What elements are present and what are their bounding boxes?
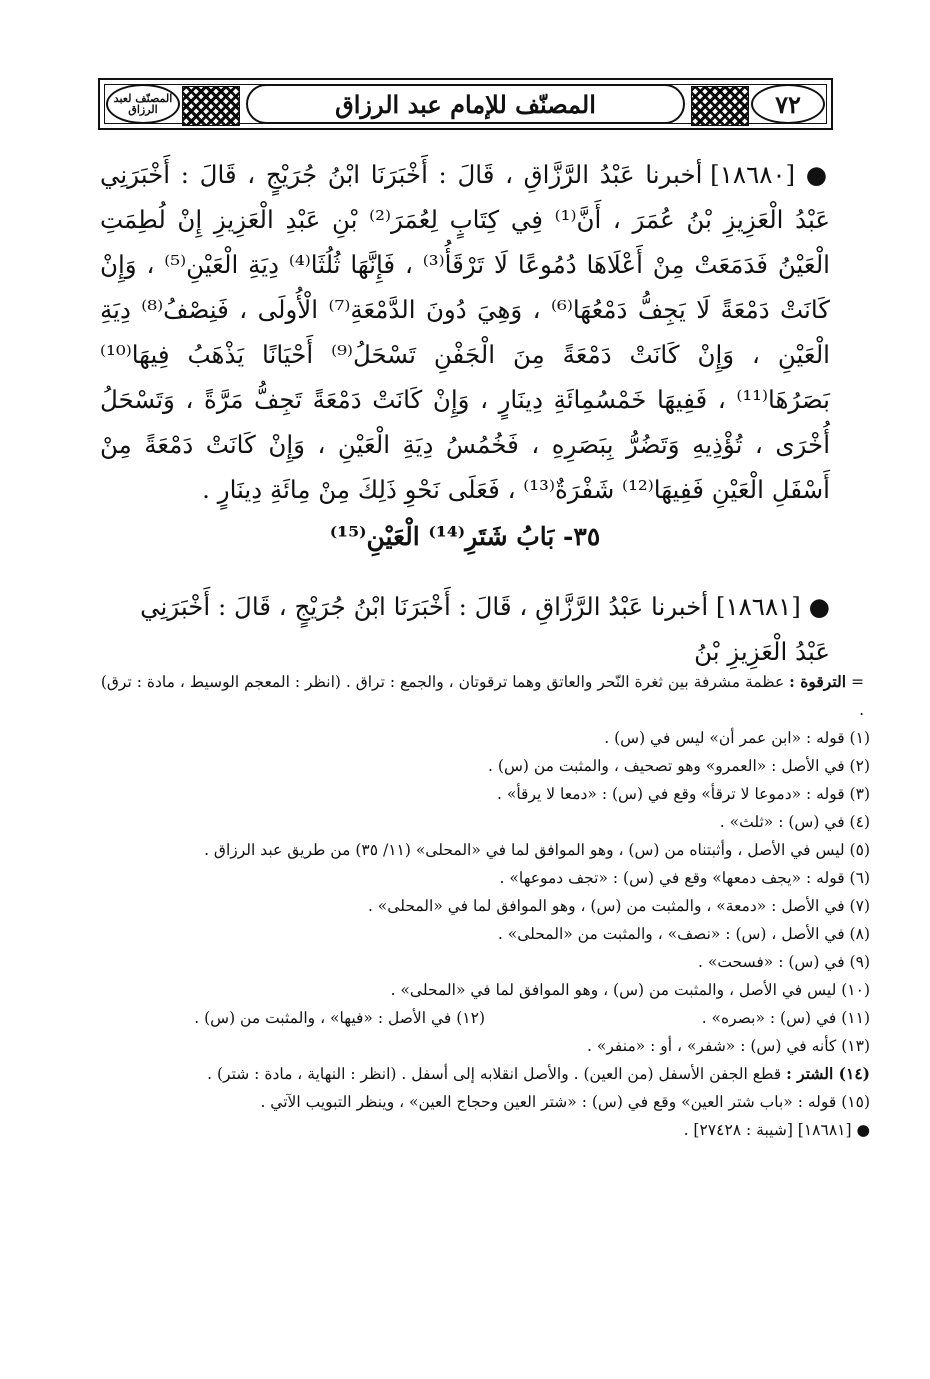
footnote-1: (١) قوله : «ابن عمر أن» ليس في (س) . [604, 729, 870, 747]
page-number: ٧٢ [751, 84, 825, 124]
footnote-14-label: (١٤) الشتر : [786, 1064, 870, 1083]
chapter-heading: ٣٥- بَابُ شَتَرِ⁽¹⁴⁾ الْعَيْنِ⁽¹⁵⁾ [329, 522, 601, 551]
footnote-continuation-label: الترقوة : [789, 672, 847, 691]
footnote-continuation-text: عظمة مشرفة بين ثغرة النّحر والعاتق وهما ترقوتان ، والجمع : تراق . (انظر : المعجم الوسيط ، مادة : ترق) . [100, 673, 864, 719]
hadith-18680 [100, 152, 830, 512]
footnote-9: (٩) في (س) : «فسحت» . [698, 953, 870, 971]
footnote-12: (١٢) في الأصل : «فيها» ، والمثبت من (س) . [194, 1009, 485, 1027]
hadith-18681-text: ● [١٨٦٨١] أخبرنا عَبْدُ الرَّزَّاقِ ، قَالَ : أَخْبَرَنَا ابْنُ جُرَيْجٍ ، قَالَ : أَخْبَرَنِي عَبْدُ الْعَزِيزِ بْنُ [140, 592, 830, 666]
page-header [98, 78, 833, 130]
cross-reference: ● [١٨٦٨١] [شيبة : ٢٧٤٢٨] . [683, 1121, 870, 1139]
hadith-18681 [100, 584, 830, 674]
ornament-left [182, 86, 240, 126]
footnote-8: (٨) في الأصل ، (س) : «نصف» ، والمثبت من «المحلى» . [497, 925, 870, 943]
book-seal-logo [106, 84, 180, 124]
footnote-14 [100, 1060, 870, 1088]
footnote-15: (١٥) قوله : «باب شتر العين» وقع في (س) : «شتر العين وحجاج العين» ، وينظر التبويب الآتي . [260, 1093, 870, 1111]
footnote-11: (١١) في (س) : «بصره» . [701, 1009, 870, 1027]
footnote-continuation: = الترقوة : عظمة مشرفة بين ثغرة النّحر والعاتق وهما ترقوتان ، والجمع : تراق . (انظر : المعجم الوسيط ، مادة : ترق) . [100, 672, 864, 719]
hadith-18680-text: ● [١٨٦٨٠] أخبرنا عَبْدُ الرَّزَّاقِ ، قَالَ : أَخْبَرَنَا ابْنُ جُرَيْجٍ ، قَالَ : أَخْبَرَنِي عَبْدُ الْعَزِيزِ بْنُ عُمَرَ ، أَنَّ⁽¹⁾ فِي كِتَابٍ لِعُمَرَ⁽²⁾ بْنِ عَبْدِ الْعَزِيزِ إِنْ لُطِمَتِ الْعَيْنُ فَدَمَعَتْ مِنْ أَعْلَاهَا دُمُوعًا لَا تَرْقَأُ⁽³⁾ ، فَإِنَّهَا ثُلُثَا⁽⁴⁾ دِيَةِ الْعَيْنِ⁽⁵⁾ ، وَإِنْ كَانَتْ دَمْعَةً لَا يَجِفُّ دَمْعُهَا⁽⁶⁾ ، وَهِيَ دُونَ الدَّمْعَةِ⁽⁷⁾ الْأُولَى ، فَنِصْفُ⁽⁸⁾ دِيَةِ الْعَيْنِ ، وَإِنْ كَانَتْ دَمْعَةً مِنَ الْجَفْنِ تَسْحَلُ⁽⁹⁾ أَحْيَانًا يَذْهَبُ فِيهَا⁽¹⁰⁾ بَصَرُهَا⁽¹¹⁾ ، فَفِيهَا خَمْسُمِائَةِ دِينَارٍ ، وَإِنْ كَانَتْ دَمْعَةً تَجِفُّ مَرَّةً ، وَتَسْحَلُ أُخْرَى ، تُؤْذِيهِ وَتَضُرُّ بِبَصَرِهِ ، فَخُمُسُ دِيَةِ الْعَيْنِ ، وَإِنْ كَانَتْ دَمْعَةً مِنْ أَسْفَلِ الْعَيْنِ فَفِيهَا⁽¹²⁾ شَفْرَةٌ⁽¹³⁾ ، فَعَلَى نَحْوِ ذَلِكَ مِنْ مِائَةِ دِينَارٍ . [100, 160, 831, 504]
footnote-6: (٦) قوله : «يجف دمعها» وقع في (س) : «تجف دموعها» . [499, 869, 870, 887]
footnote-5: (٥) ليس في الأصل ، وأثبتناه من (س) ، وهو الموافق لما في «المحلى» (١١/ ٣٥) من طريق عبد الرزاق . [204, 841, 870, 859]
footnote-7: (٧) في الأصل : «دمعة» ، والمثبت من (س) ، وهو الموافق لما في «المحلى» . [367, 897, 870, 915]
footnote-10: (١٠) ليس في الأصل ، والمثبت من (س) ، وهو الموافق لما في «المحلى» . [390, 981, 870, 999]
footnote-2: (٢) في الأصل : «العمرو» وهو تصحيف ، والمثبت من (س) . [488, 757, 870, 775]
footnote-13: (١٣) كأنه في (س) : «شفر» ، أو : «منفر» . [587, 1037, 870, 1055]
footnotes [100, 668, 870, 1144]
footnote-pair-row [100, 1004, 870, 1032]
footnote-3: (٣) قوله : «دموعا لا ترقأ» وقع في (س) : «دمعا لا يرقأ» . [497, 785, 870, 803]
ornament-right [691, 86, 749, 126]
book-title: المصنّف للإمام عبد الرزاق [246, 84, 685, 124]
footnote-4: (٤) في (س) : «ثلث» . [719, 813, 870, 831]
seal-text: المصنّف لعبد الرزاق [113, 92, 173, 116]
footnote-14-text: قطع الجفن الأسفل (من العين) . والأصل انقلابه إلى أسفل . (انظر : النهاية ، مادة : شتر) . [207, 1065, 782, 1083]
